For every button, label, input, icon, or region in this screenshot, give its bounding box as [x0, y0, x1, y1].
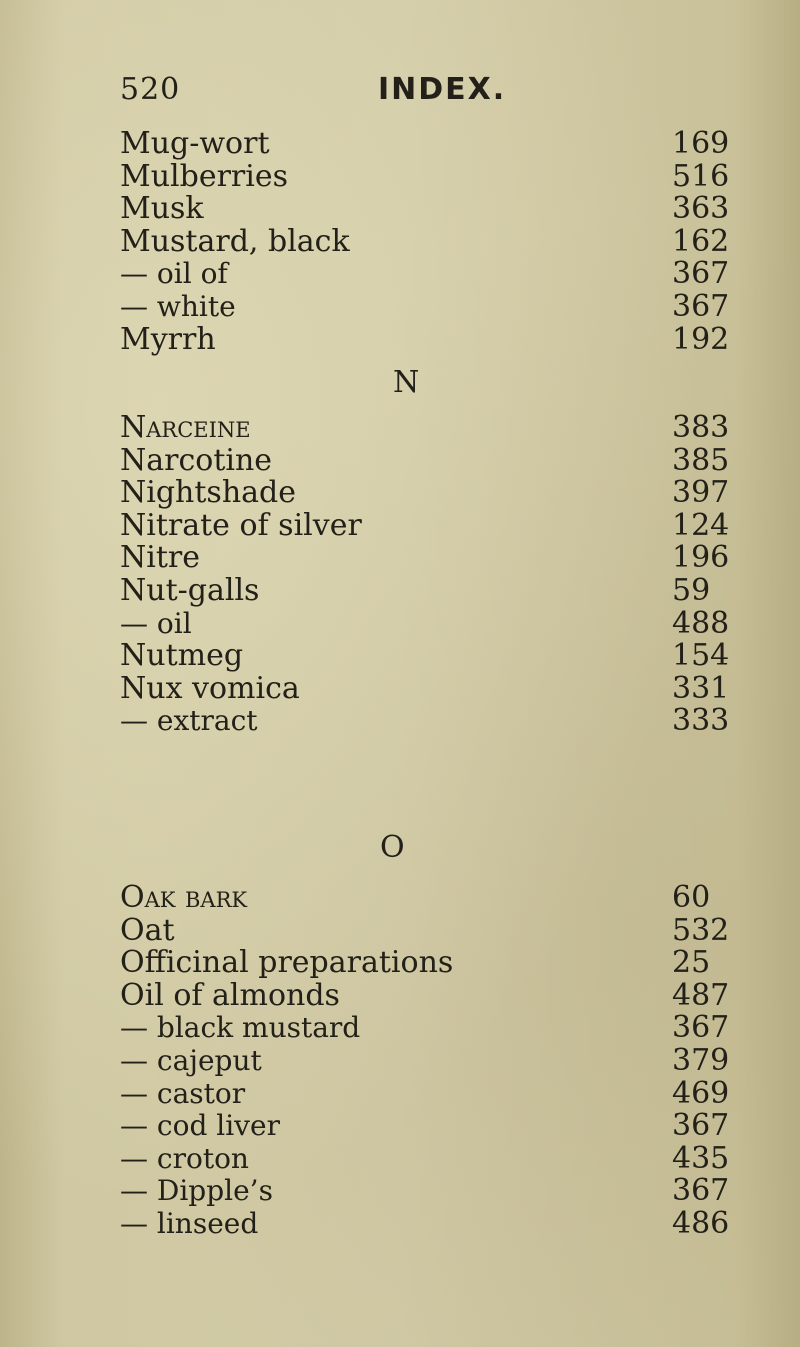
- page-reference: 331: [672, 670, 730, 706]
- page-reference: 367: [672, 1108, 730, 1144]
- index-term: — cod liver: [120, 1109, 280, 1143]
- index-entry: [120, 158, 770, 194]
- index-entry: [120, 670, 770, 706]
- index-term: — Dipple’s: [120, 1174, 273, 1208]
- index-term: — cajeput: [120, 1044, 262, 1077]
- page-number: 520: [120, 72, 181, 107]
- index-entry: [120, 640, 770, 672]
- index-term: Nightshade: [120, 475, 296, 511]
- page-reference: 333: [672, 703, 730, 739]
- index-term: — extract: [120, 704, 258, 738]
- page-reference: 469: [672, 1075, 730, 1111]
- running-title: INDEX.: [378, 72, 507, 107]
- page-reference: 516: [672, 158, 730, 194]
- index-entry: [120, 542, 770, 574]
- index-term: Musk: [120, 191, 204, 227]
- index-term: Nut-galls: [120, 573, 260, 608]
- index-entry: [120, 412, 770, 444]
- page-reference: 532: [672, 912, 730, 948]
- page-reference: 60: [672, 880, 711, 915]
- index-term: Mug-wort: [120, 126, 270, 161]
- index-entry: [120, 1012, 770, 1044]
- index-entry: [120, 705, 770, 737]
- page-reference: 59: [672, 573, 711, 608]
- page-reference: 486: [672, 1206, 730, 1241]
- index-entry: [120, 442, 770, 478]
- index-term: Myrrh: [120, 321, 216, 357]
- index-term: Mustard, black: [120, 223, 350, 259]
- index-term: Mulberries: [120, 158, 289, 194]
- index-entry: [120, 291, 770, 323]
- page-reference: 25: [672, 945, 711, 981]
- page-reference: 162: [672, 223, 730, 259]
- page-reference: 367: [672, 289, 730, 324]
- index-entry: [120, 977, 770, 1013]
- index-entry: [120, 1110, 770, 1142]
- index-entry: [120, 575, 770, 607]
- page-header: [120, 72, 680, 112]
- page-reference: 367: [672, 256, 730, 292]
- index-term: — oil: [120, 606, 192, 640]
- page-reference: 367: [672, 1173, 730, 1209]
- index-term: Oat: [120, 912, 175, 948]
- index-entry: [120, 128, 770, 160]
- index-term: — white: [120, 290, 236, 323]
- page-reference: 154: [672, 638, 730, 674]
- index-term: Nitre: [120, 540, 200, 576]
- index-term: Nitrate of silver: [120, 507, 362, 543]
- page-reference: 196: [672, 540, 730, 576]
- page-reference: 192: [672, 321, 730, 357]
- index-term: Narcotine: [120, 442, 273, 478]
- index-term: — oil of: [120, 257, 228, 291]
- index-term: — croton: [120, 1141, 249, 1175]
- index-term: Nutmeg: [120, 638, 244, 674]
- index-term: — linseed: [120, 1207, 259, 1240]
- index-entry: [120, 1075, 770, 1111]
- section-letter-n: N: [393, 365, 420, 400]
- page-reference: 363: [672, 191, 730, 227]
- page-reference: 124: [672, 507, 730, 543]
- index-entry: [120, 321, 770, 357]
- index-entry: [120, 912, 770, 948]
- index-term: Nux vomica: [120, 670, 300, 706]
- page-reference: 397: [672, 475, 730, 511]
- index-entry: [120, 193, 770, 225]
- index-term: Officinal preparations: [120, 945, 454, 981]
- page-reference: 383: [672, 410, 730, 445]
- index-term: — black mustard: [120, 1011, 361, 1045]
- index-entry: [120, 1140, 770, 1176]
- index-entry: [120, 507, 770, 543]
- index-entry: [120, 1175, 770, 1207]
- index-entry: [120, 605, 770, 641]
- page-reference: 379: [672, 1043, 730, 1078]
- index-entry: [120, 1045, 770, 1077]
- index-term: Narceine: [120, 410, 251, 445]
- section-letter-o: O: [380, 830, 405, 865]
- index-entry: [120, 223, 770, 259]
- index-entry: [120, 258, 770, 290]
- page-reference: 487: [672, 977, 730, 1013]
- index-term: Oak bark: [120, 880, 248, 915]
- index-entry: [120, 1208, 770, 1240]
- page-reference: 435: [672, 1140, 730, 1176]
- index-term: — castor: [120, 1076, 246, 1110]
- index-entry: [120, 947, 770, 979]
- page-reference: 385: [672, 442, 730, 478]
- index-entry: [120, 477, 770, 509]
- index-entry: [120, 882, 770, 914]
- page-reference: 169: [672, 126, 730, 161]
- page-reference: 488: [672, 605, 730, 641]
- page-reference: 367: [672, 1010, 730, 1046]
- index-term: Oil of almonds: [120, 977, 340, 1013]
